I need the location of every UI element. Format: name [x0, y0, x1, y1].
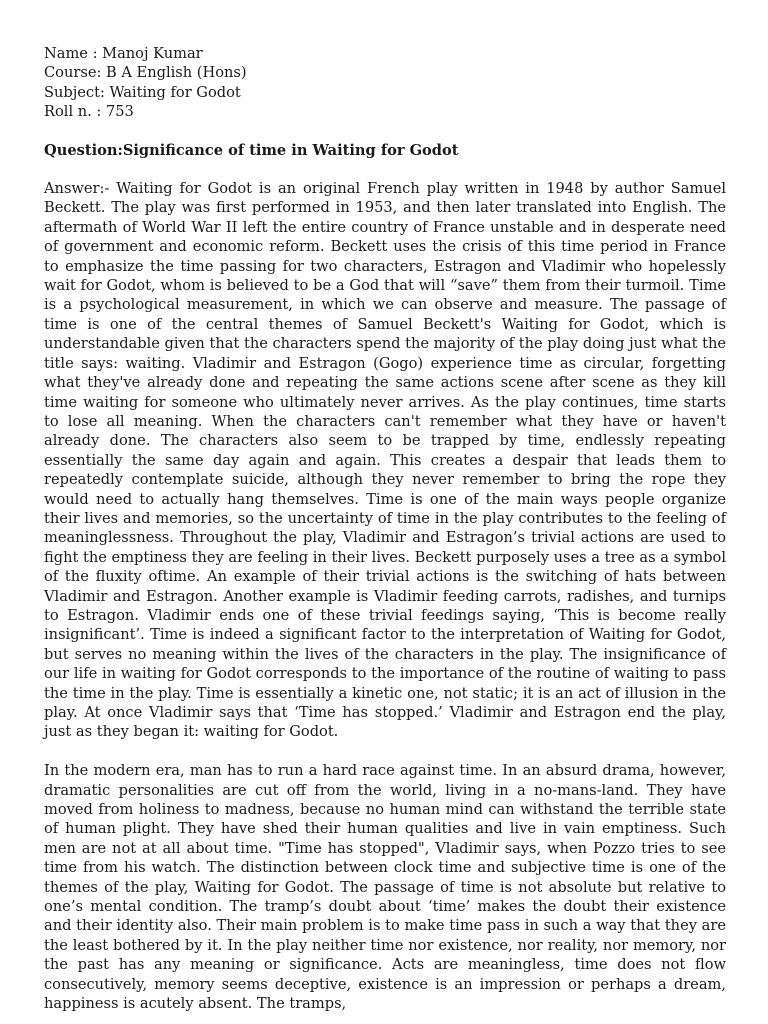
question-heading: Question:Significance of time in Waiting for Godot [44, 141, 459, 159]
body-paragraph: In the modern era, man has to run a hard race against time. In an absurd drama, however, dramatic personalities are cut off from the world, living in a no-mans-land. They have moved from holiness to madness, because no human mind can withstand the terrible state of human plight. They have shed their human qualities and live in vain emptiness. Such men are not at all about time. "Time has stopped", Vladimir says, when Pozzo tries to see time from his watch. The distinction between clock time and subjective time is one of the themes of the play, Waiting for Godot. The passage of time is not absolute but relative to one’s mental condition. The tramp’s doubt about ‘time’ makes the doubt their existence and their identity also. Their main problem is to make time pass in such a way that they are the least bothered by it. In the play neither time nor existence, nor reality, nor memory, nor the past has any meaning or significance. Acts are meaningless, time does not flow consecutively, memory seems deceptive, existence is an impression or perhaps a dream, happiness is acutely absent. The tramps, [44, 762, 726, 1013]
document-page [44, 44, 726, 1013]
answer-paragraph: Answer:- Waiting for Godot is an original French play written in 1948 by author Samuel Beckett. The play was first performed in 1953, and then later translated into English. The aftermath of World War II left the entire country of France unstable and in desperate need of government and economic reform. Beckett uses the crisis of this time period in France to emphasize the time passing for two characters, Estragon and Vladimir who hopelessly wait for Godot, whom is believed to be a God that will “save” them from their turmoil. Time is a psychological measurement, in which we can observe and measure. The passage of time is one of the central themes of Samuel Beckett's Waiting for Godot, which is understandable given that the characters spend the majority of the play doing just what the title says: waiting. Vladimir and Estragon (Gogo) experience time as circular, forgetting what they've already done and repeating the same actions scene after scene as they kill time waiting for someone who ultimately never arrives. As the play continues, time starts to lose all meaning. When the characters can't remember what they have or haven't already done. The characters also seem to be trapped by time, endlessly repeating essentially the same day again and again. This creates a despair that leads them to repeatedly contemplate suicide, although they never remember to bring the rope they would need to actually hang themselves. Time is one of the main ways people organize their lives and memories, so the uncertainty of time in the play contributes to the feeling of meaninglessness. Throughout the play, Vladimir and Estragon’s trivial actions are used to fight the emptiness they are feeling in their lives. Beckett purposely uses a tree as a symbol of the fluxity oftime. An example of their trivial actions is the switching of hats between Vladimir and Estragon. Another example is Vladimir feeding carrots, radishes, and turnips to Estragon. Vladimir ends one of these trivial feedings saying, ‘This is become really insignificant’. Time is indeed a significant factor to the interpretation of Waiting for Godot, but serves no meaning within the lives of the characters in the play. The insignificance of our life in waiting for Godot corresponds to the importance of the routine of waiting to pass the time in the play. Time is essentially a kinetic one, not static; it is an act of illusion in the play. At once Vladimir says that ‘Time has stopped.’ Vladimir and Estragon end the play, just as they began it: waiting for Godot. [44, 180, 726, 741]
roll-number: Roll n. : 753 [44, 103, 134, 121]
subject-line: Subject: Waiting for Godot [44, 83, 241, 101]
student-info [44, 44, 726, 122]
student-name: Name : Manoj Kumar [44, 45, 203, 62]
course-line: Course: B A English (Hons) [44, 64, 247, 82]
